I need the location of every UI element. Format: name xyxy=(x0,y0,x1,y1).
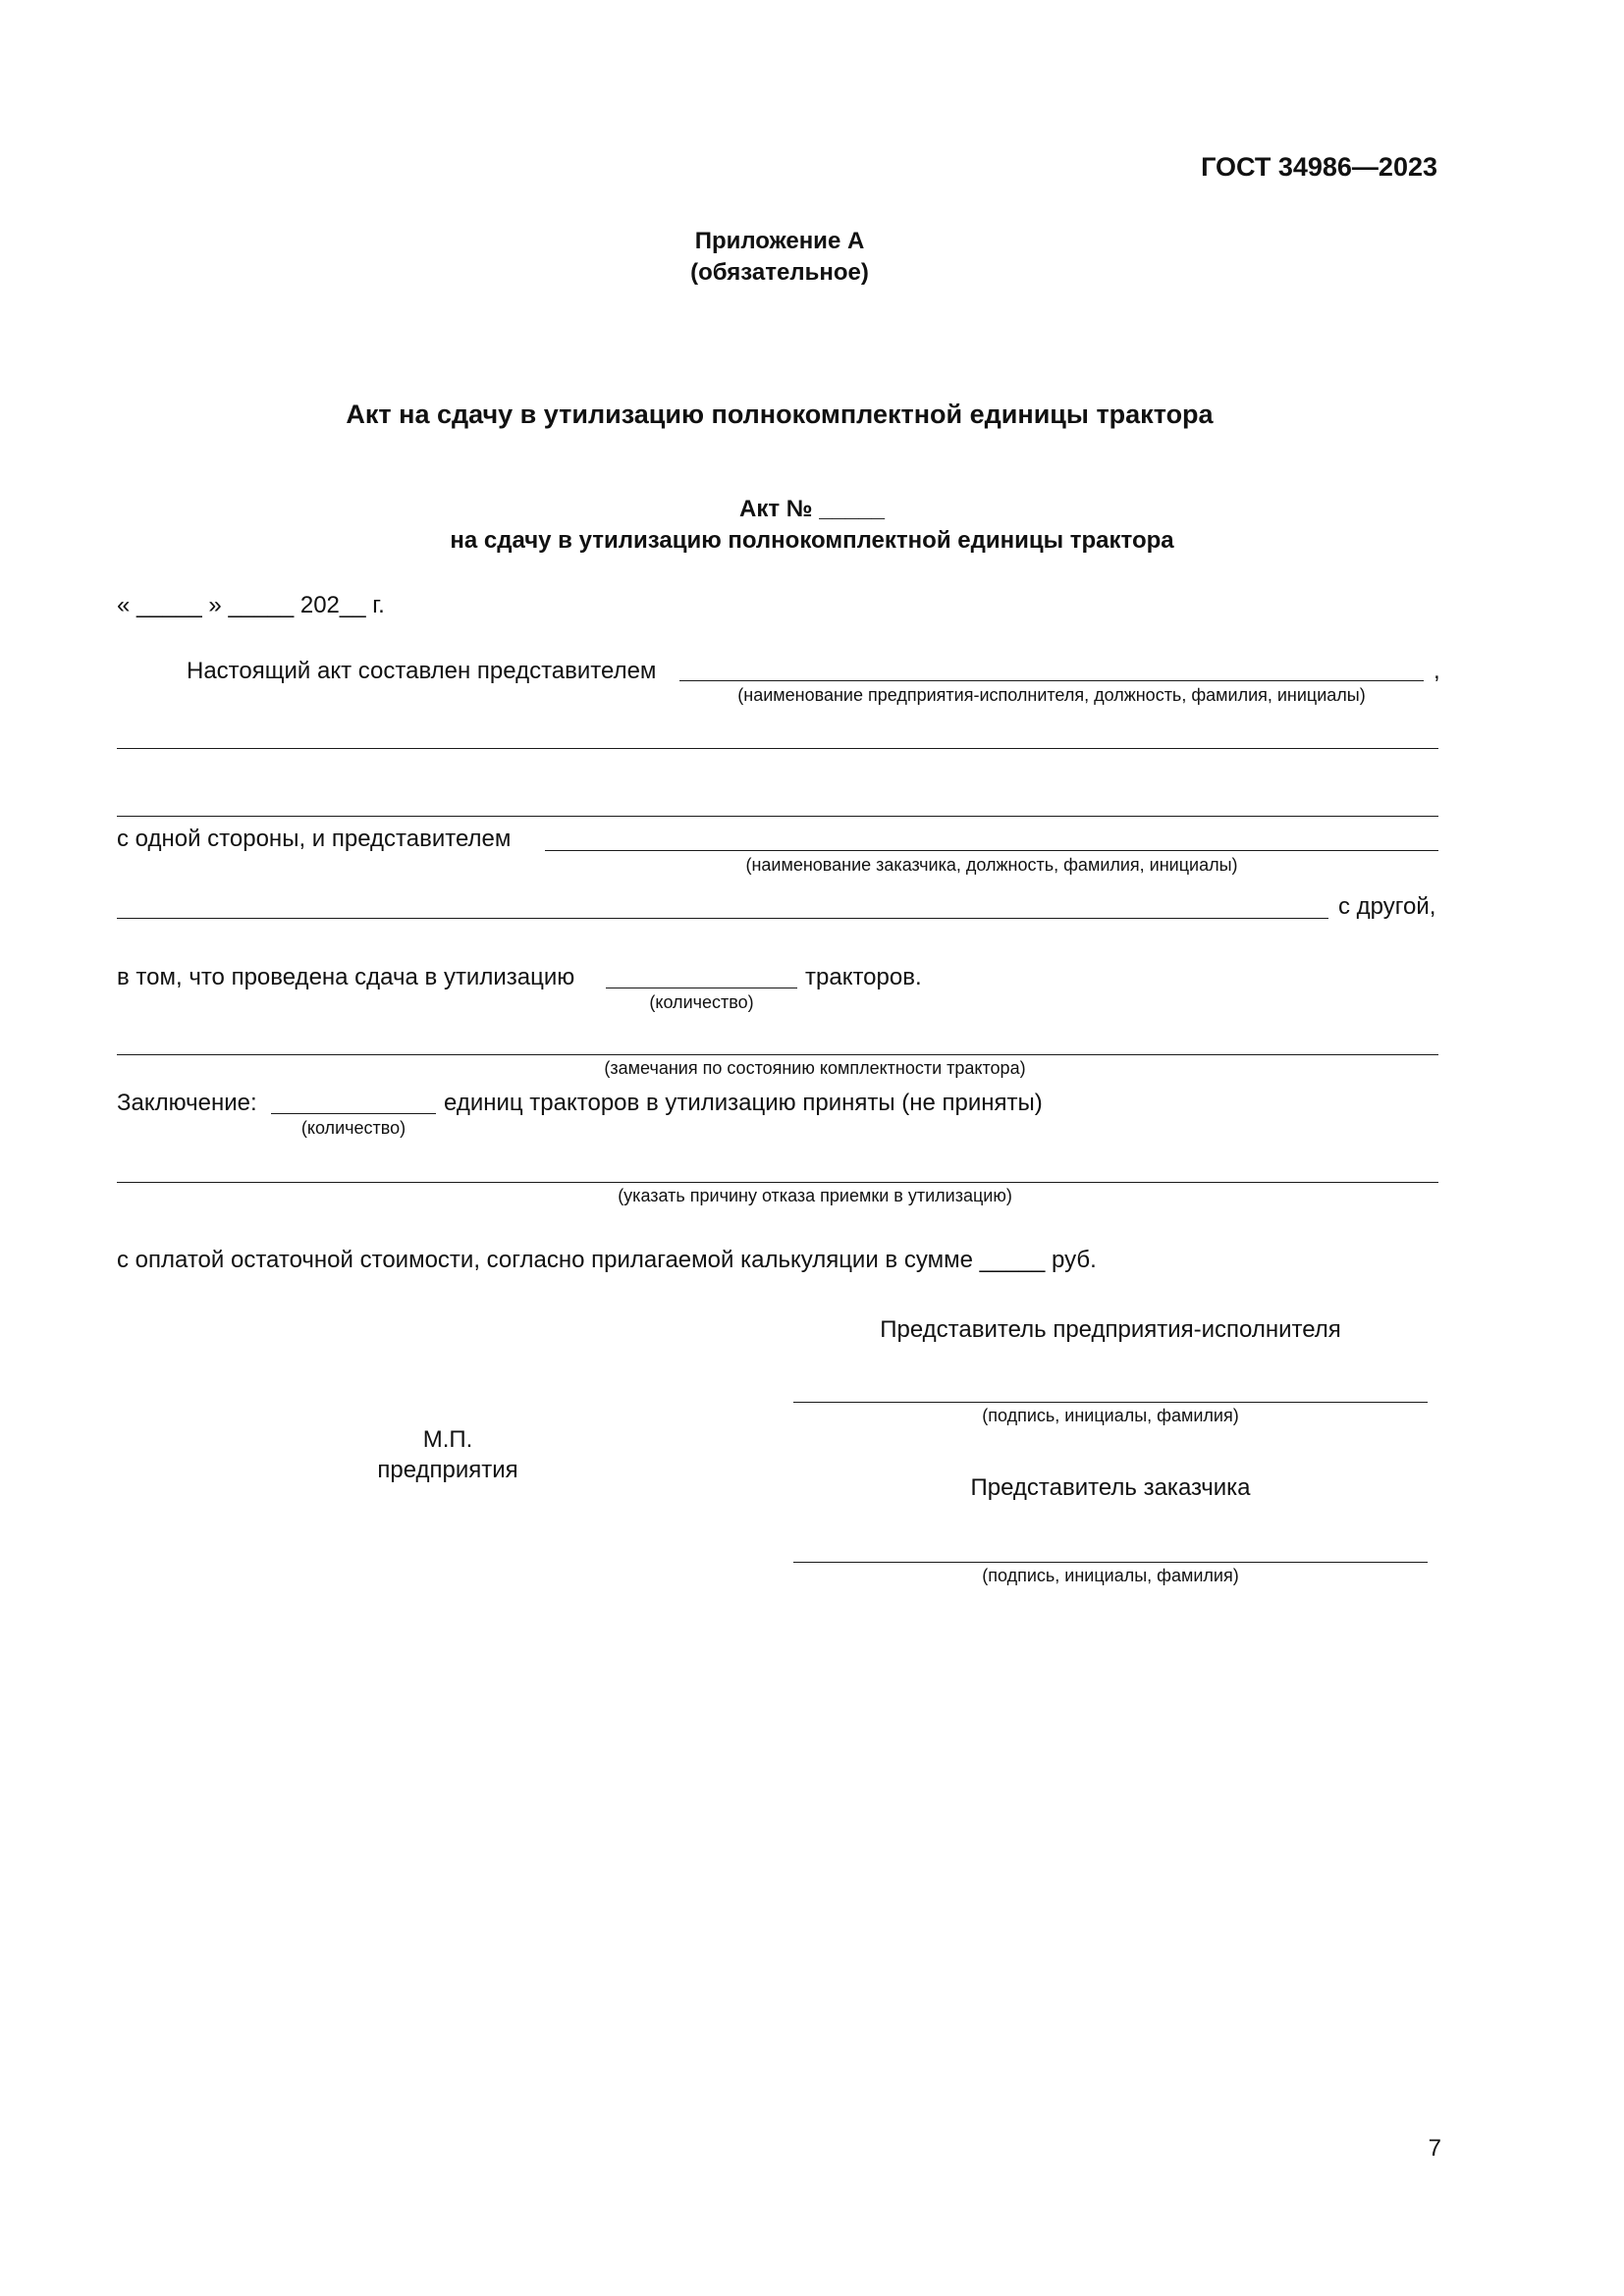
customer-sign-caption: (подпись, инициалы, фамилия) xyxy=(982,1566,1239,1585)
conclusion-quantity-line[interactable] xyxy=(271,1113,436,1114)
executor-continuation-line-1[interactable] xyxy=(117,748,1438,749)
customer-signature-line[interactable] xyxy=(793,1562,1428,1563)
page-number: 7 xyxy=(1428,2135,1441,2162)
executor-caption: (наименование предприятия-исполнителя, должность, фамилия, инициалы) xyxy=(737,685,1366,705)
quantity-caption: (количество) xyxy=(649,992,754,1012)
executor-rep-label: Представитель предприятия-исполнителя xyxy=(880,1316,1341,1343)
conclusion-quantity-caption: (количество) xyxy=(300,1118,406,1138)
remarks-caption: (замечания по состоянию комплектности трактора) xyxy=(604,1058,1026,1078)
other-side-text: с другой, xyxy=(1338,893,1436,920)
intro-comma: , xyxy=(1434,658,1440,684)
refusal-reason-line[interactable] xyxy=(117,1182,1438,1183)
handover-text: в том, что проведена сдача в утилизацию xyxy=(117,964,575,990)
customer-continuation-line[interactable] xyxy=(117,918,1328,919)
act-subtitle: на сдачу в утилизацию полнокомплектной единицы трактора xyxy=(450,527,1174,554)
standard-code: ГОСТ 34986—2023 xyxy=(1201,152,1437,182)
conclusion-label: Заключение: xyxy=(117,1090,257,1116)
conclusion-text: единиц тракторов в утилизацию приняты (не приняты) xyxy=(444,1090,1043,1116)
customer-caption: (наименование заказчика, должность, фамилия, инициалы) xyxy=(745,855,1238,875)
customer-name-line[interactable] xyxy=(545,850,1438,851)
act-number: Акт № _____ xyxy=(739,496,885,522)
appendix-status: (обязательное) xyxy=(690,259,869,286)
executor-name-line[interactable] xyxy=(679,680,1424,681)
executor-sign-caption: (подпись, инициалы, фамилия) xyxy=(982,1406,1239,1425)
main-title: Акт на сдачу в утилизацию полнокомплектной единицы трактора xyxy=(346,400,1214,429)
appendix-title: Приложение А xyxy=(694,228,865,254)
refusal-caption: (указать причину отказа приемки в утилизацию) xyxy=(618,1186,1012,1205)
customer-rep-label: Представитель заказчика xyxy=(970,1474,1251,1501)
handover-text-after: тракторов. xyxy=(805,964,922,990)
executor-continuation-line-2[interactable] xyxy=(117,816,1438,817)
intro-text: Настоящий акт составлен представителем xyxy=(187,658,657,684)
stamp-line-2: предприятия xyxy=(377,1457,518,1483)
payment-text: с оплатой остаточной стоимости, согласно прилагаемой калькуляции в сумме _____ руб. xyxy=(117,1247,1097,1273)
stamp-line-1: М.П. xyxy=(422,1426,473,1453)
one-side-text: с одной стороны, и представителем xyxy=(117,826,512,852)
remarks-line[interactable] xyxy=(117,1054,1438,1055)
executor-signature-line[interactable] xyxy=(793,1402,1428,1403)
date-line: « _____ » _____ 202__ г. xyxy=(117,592,385,618)
